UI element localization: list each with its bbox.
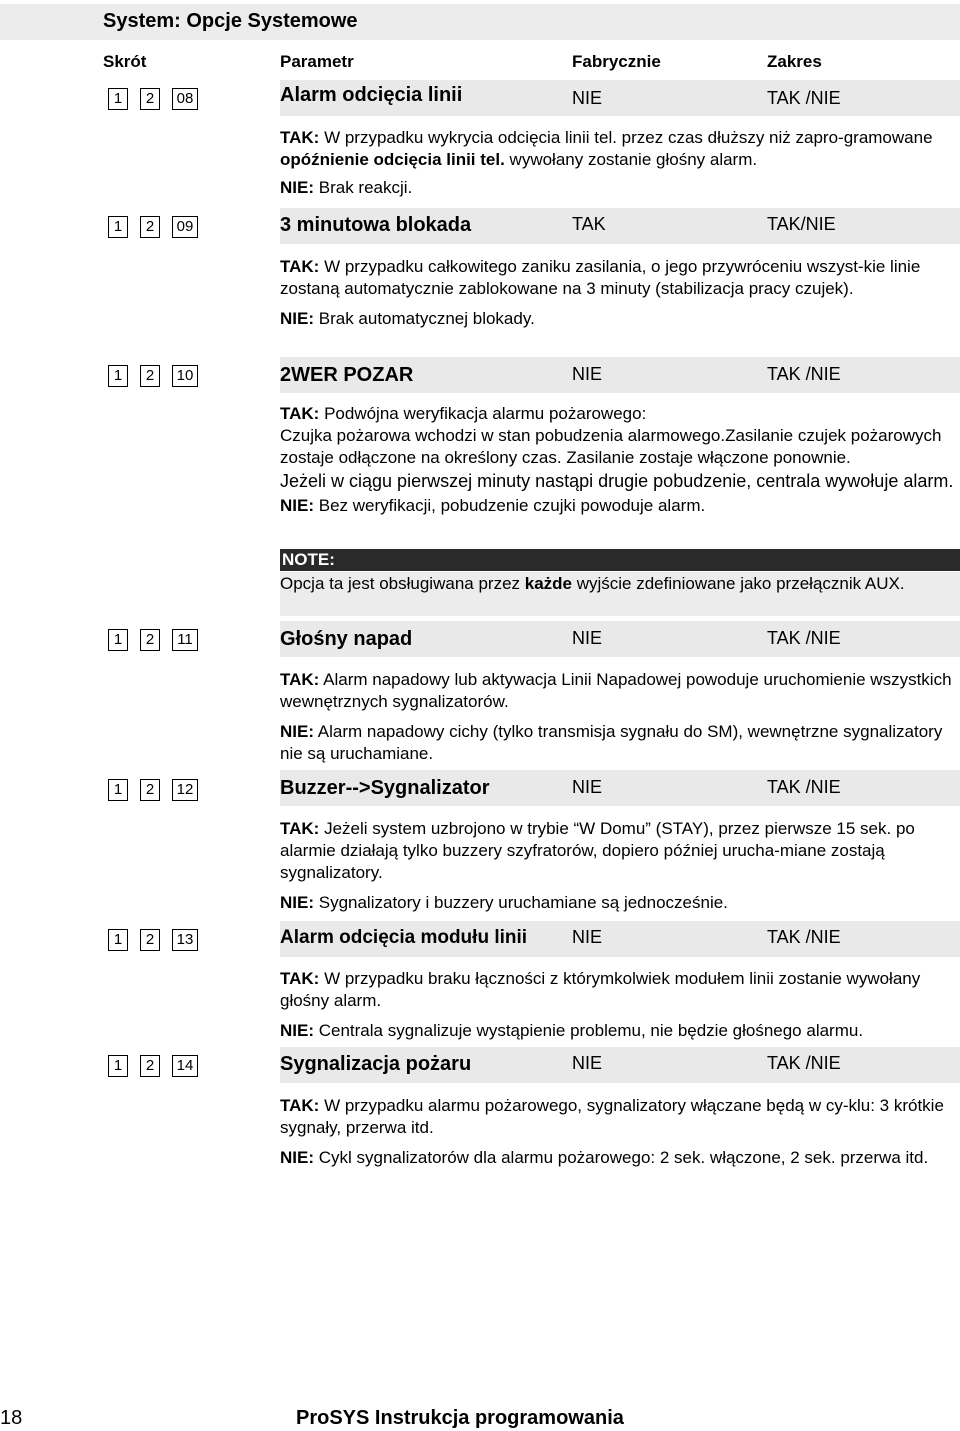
tak-text: Jeżeli w ciągu pierwszej minuty nastąpi drugie pobudzenie, centrala wywołuje alarm.	[280, 471, 954, 491]
column-header-parameter: Parametr	[280, 52, 354, 71]
tak-text: W przypadku alarmu pożarowego, sygnalizatory włączane będą w cy-klu: 3 krótkie sygnały, przerwa itd.	[280, 1096, 944, 1137]
tak-label: TAK:	[280, 128, 320, 147]
key-digit: 2	[140, 779, 160, 801]
range-value: TAK /NIE	[767, 1053, 841, 1073]
tak-text: Podwójna weryfikacja alarmu pożarowego:	[324, 404, 647, 423]
key-digit: 1	[108, 929, 128, 951]
tak-label: TAK:	[280, 670, 320, 689]
key-digit: 2	[140, 88, 160, 110]
range-value: TAK /NIE	[767, 777, 841, 797]
tak-text: W przypadku braku łączności z którymkolwiek modułem linii zostanie wywołany głośny alarm.	[280, 969, 921, 1010]
key-code: 14	[172, 1055, 198, 1077]
tak-label: TAK:	[280, 404, 320, 423]
page-title: System: Opcje Systemowe	[0, 4, 960, 40]
range-value: TAK /NIE	[767, 88, 841, 108]
tak-text: W przypadku całkowitego zaniku zasilania, o jego przywróceniu wszyst-kie linie zostaną automatycznie zablokowane na 3 minuty (stabilizacja pracy czujek).	[280, 257, 921, 298]
nie-text: Sygnalizatory i buzzery uruchamiane są jednocześnie.	[318, 893, 728, 912]
page-number: 18	[0, 1407, 23, 1429]
key-code: 12	[172, 779, 198, 801]
default-value: TAK	[572, 214, 606, 234]
nie-text: Alarm napadowy cichy (tylko transmisja sygnału do SM), wewnętrzne sygnalizatory nie są uruchamiane.	[280, 722, 943, 763]
parameter-name: Alarm odcięcia linii	[280, 84, 463, 106]
key-digit: 1	[108, 779, 128, 801]
nie-label: NIE:	[280, 893, 314, 912]
key-code: 13	[172, 929, 198, 951]
parameter-name: 2WER POZAR	[280, 364, 414, 386]
parameter-name: Głośny napad	[280, 628, 413, 650]
range-value: TAK /NIE	[767, 628, 841, 648]
key-digit: 1	[108, 88, 128, 110]
nie-label: NIE:	[280, 178, 314, 197]
option-description	[280, 1095, 960, 1169]
nie-text: Cykl sygnalizatorów dla alarmu pożarowego: 2 sek. włączone, 2 sek. przerwa itd.	[318, 1148, 929, 1167]
nie-text: Brak automatycznej blokady.	[318, 309, 535, 328]
key-code: 09	[172, 216, 198, 238]
column-header-range: Zakres	[767, 52, 822, 71]
default-value: NIE	[572, 927, 603, 947]
nie-text: Brak reakcji.	[318, 178, 413, 197]
option-description	[280, 669, 960, 765]
footer-title: ProSYS Instrukcja programowania	[296, 1407, 624, 1429]
range-value: TAK /NIE	[767, 927, 841, 947]
tak-label: TAK:	[280, 819, 320, 838]
range-value: TAK/NIE	[767, 214, 836, 234]
key-digit: 1	[108, 1055, 128, 1077]
note-text	[280, 573, 960, 595]
note-text-bold: każde	[524, 574, 572, 593]
tak-label: TAK:	[280, 1096, 320, 1115]
option-description	[280, 968, 960, 1042]
tak-text: W przypadku wykrycia odcięcia linii tel. przez czas dłuższy niż zapro-gramowane	[324, 128, 933, 147]
key-code: 08	[172, 88, 198, 110]
key-digit: 2	[140, 365, 160, 387]
note-text: wyjście zdefiniowane jako przełącznik AUX.	[572, 574, 905, 593]
parameter-name: Buzzer-->Sygnalizator	[280, 777, 490, 799]
nie-label: NIE:	[280, 309, 314, 328]
option-description	[280, 403, 960, 517]
tak-label: TAK:	[280, 257, 320, 276]
key-digit: 2	[140, 1055, 160, 1077]
parameter-name: Alarm odcięcia modułu linii	[280, 927, 528, 948]
tak-text: Alarm napadowy lub aktywacja Linii Napadowej powoduje uruchomienie wszystkich wewnętrznych sygnalizatorów.	[280, 670, 952, 711]
default-value: NIE	[572, 1053, 603, 1073]
key-code: 10	[172, 365, 198, 387]
note-text: Opcja ta jest obsługiwana przez	[280, 574, 525, 593]
option-description	[280, 256, 960, 330]
range-value: TAK /NIE	[767, 364, 841, 384]
default-value: NIE	[572, 628, 603, 648]
tak-label: TAK:	[280, 969, 320, 988]
note-bar	[280, 549, 960, 571]
nie-label: NIE:	[280, 1148, 314, 1167]
column-header-shortcut: Skrót	[103, 52, 147, 71]
parameter-name: Sygnalizacja pożaru	[280, 1053, 472, 1075]
default-value: NIE	[572, 777, 603, 797]
tak-text: Czujka pożarowa wchodzi w stan pobudzenia alarmowego.Zasilanie czujek pożarowych zostaje odłączone na określony czas. Zasilanie zostaje włączone ponownie.	[280, 426, 942, 467]
column-header-default: Fabrycznie	[572, 52, 661, 71]
key-digit: 2	[140, 216, 160, 238]
tak-text-bold: opóźnienie odcięcia linii tel.	[280, 150, 505, 169]
option-description	[280, 127, 960, 199]
note-label: NOTE:	[282, 550, 335, 569]
nie-label: NIE:	[280, 722, 314, 741]
key-digit: 2	[140, 629, 160, 651]
tak-text: wywołany zostanie głośny alarm.	[504, 150, 758, 169]
key-digit: 1	[108, 629, 128, 651]
key-code: 11	[172, 629, 198, 651]
nie-label: NIE:	[280, 1021, 314, 1040]
parameter-name: 3 minutowa blokada	[280, 214, 472, 236]
nie-text: Centrala sygnalizuje wystąpienie problemu, nie będzie głośnego alarmu.	[318, 1021, 864, 1040]
option-description	[280, 818, 960, 914]
default-value: NIE	[572, 364, 603, 384]
nie-text: Bez weryfikacji, pobudzenie czujki powoduje alarm.	[318, 496, 706, 515]
default-value: NIE	[572, 88, 603, 108]
key-digit: 1	[108, 365, 128, 387]
key-digit: 2	[140, 929, 160, 951]
nie-label: NIE:	[280, 496, 314, 515]
key-digit: 1	[108, 216, 128, 238]
tak-text: Jeżeli system uzbrojono w trybie “W Domu” (STAY), przez pierwsze 15 sek. po alarmie działają tylko buzzery szyfratorów, dopiero później urucha-miane zostają sygnalizatory.	[280, 819, 915, 882]
